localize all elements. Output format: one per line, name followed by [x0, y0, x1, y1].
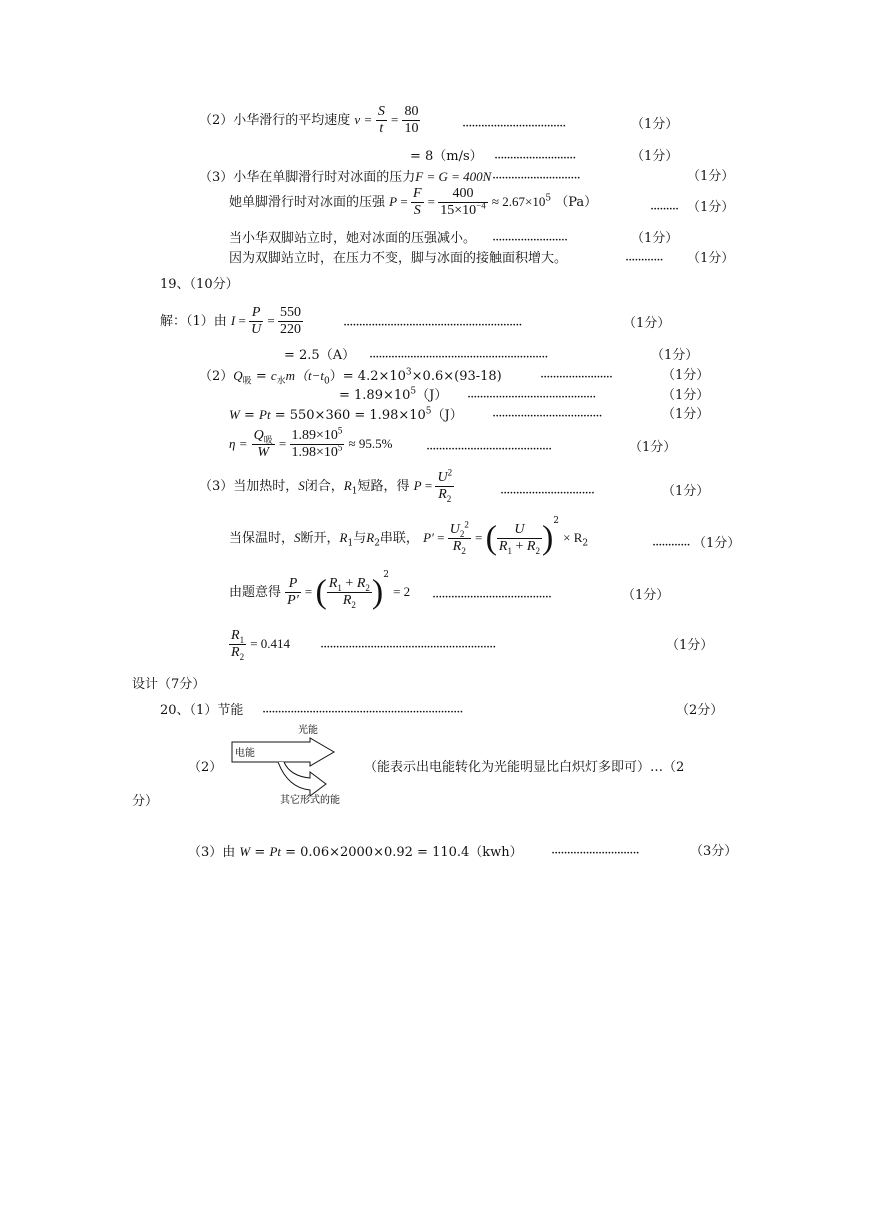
var-r: R: [328, 576, 338, 591]
value: ）= 4.2×10: [329, 369, 406, 384]
right-paren: ): [541, 519, 554, 557]
score: （1分）: [631, 149, 679, 164]
other-label: 其它形式的能: [280, 795, 340, 806]
sub: 2: [459, 528, 465, 539]
var-eta: η =: [229, 436, 248, 451]
dot-leader: ······························: [500, 486, 594, 501]
q19-p1-label: 解：（1）由: [160, 314, 227, 329]
var-m: m: [285, 368, 296, 383]
plus: +: [341, 576, 357, 591]
var-u: U: [437, 470, 448, 485]
q20-p2-wrap: 分）: [132, 794, 159, 809]
var-p: P: [413, 478, 422, 493]
var-r: R: [231, 628, 240, 643]
fraction-550-220: [278, 305, 303, 338]
exp: 5: [425, 406, 432, 417]
var-s: S: [413, 203, 421, 218]
score: （1分）: [631, 231, 679, 246]
var-w: W: [239, 844, 251, 859]
q20-p2-label: （2）: [188, 760, 223, 775]
approx-value: ≈ 2.67×10: [491, 194, 546, 209]
text: 当保温时，: [229, 531, 295, 546]
var-pt: Pt: [259, 407, 271, 422]
energy-flow-diagram: [228, 722, 358, 808]
dot-leader: ········································: [426, 442, 552, 457]
dot-leader: ············: [652, 538, 690, 553]
sub: 2: [446, 493, 452, 504]
var-r: R: [339, 530, 348, 545]
score: （1分）: [687, 169, 735, 184]
num: 1.89×10: [291, 428, 338, 443]
q19-p2a-line: [199, 368, 502, 385]
fraction-r1-over-r2: [229, 628, 246, 661]
eq: =: [239, 408, 260, 423]
eq: =: [255, 369, 271, 384]
fraction-q-over-w: [252, 428, 275, 461]
plus: +: [511, 539, 527, 554]
den-exp: −4: [476, 200, 486, 211]
sub: 1: [239, 634, 245, 645]
dot-leader: ·········································: [467, 390, 596, 405]
result: ≈ 95.5%: [348, 436, 393, 451]
result: = 0.414: [250, 636, 291, 651]
sub: 1: [351, 486, 358, 497]
num-400: 400: [438, 186, 487, 203]
value: = 0.06×2000×0.92 = 110.4（kwh）: [281, 845, 523, 860]
q20-p3-line: [188, 844, 523, 861]
var-r: R: [342, 593, 352, 608]
q18-p3b-text: 她单脚滑行时对冰面的压强: [229, 195, 386, 210]
sub: 2: [239, 651, 245, 662]
den: 1.98×10: [291, 445, 338, 460]
q19-p1-line: 解：（1）由 I = $\frac{P}{U}$ = $\frac{550}{220}$: [160, 305, 301, 337]
num-80: 80: [404, 104, 419, 119]
var-f: F: [412, 186, 422, 201]
eq-sign: =: [390, 112, 399, 127]
score: （1分）: [693, 536, 741, 551]
var-q: Q: [253, 428, 264, 443]
q19-p3c-line: 由题意得 $\frac{P}{P'}$ = ( $\frac{R_1 + R_2}{R_2}$ )$^2$ = 2: [229, 569, 411, 611]
exp: 5: [410, 386, 417, 397]
dot-leader: ································································: [262, 705, 463, 720]
dot-leader: ························································: [320, 640, 496, 655]
sub: 2: [582, 538, 589, 549]
right-paren: ): [371, 573, 384, 611]
var-w: W: [257, 445, 270, 460]
sub: 2: [535, 545, 540, 556]
var-p-prime: P′: [423, 530, 434, 545]
text: 由题意得: [229, 585, 282, 600]
var-r: R: [231, 645, 240, 660]
text: 与: [353, 531, 367, 546]
fraction-p-over-u: [249, 305, 263, 338]
dot-leader: ····························: [492, 171, 580, 186]
dot-leader: ············: [625, 253, 663, 268]
den-220: 220: [279, 322, 301, 337]
q20-p2-note: （能表示出电能转化为光能明显比白炽灯多即可）…（2: [364, 760, 685, 775]
var-q: Q: [233, 368, 243, 383]
q18-p2-label: （2）小华滑行的平均速度: [199, 113, 351, 128]
sub: 1: [337, 582, 342, 593]
left-paren: (: [485, 519, 497, 557]
fraction-values: [290, 425, 345, 461]
sup: 2: [447, 467, 453, 478]
dot-leader: ····························: [551, 846, 639, 861]
text: 断开，: [300, 531, 340, 546]
fraction-u2-r2: [448, 519, 471, 556]
score: （1分）: [662, 484, 710, 499]
score: （3分）: [690, 844, 738, 859]
times-r: × R: [563, 530, 583, 545]
sub: 2: [374, 538, 380, 549]
energy-arrow-branch: [278, 762, 326, 796]
unit: （Pa）: [555, 195, 598, 210]
sub-0: 0: [324, 376, 330, 387]
text: （3）当加热时，: [199, 479, 299, 494]
var-r: R: [498, 539, 508, 554]
left-paren: (: [315, 573, 327, 611]
var-r: R: [343, 478, 352, 493]
value: ×0.6×(93-18): [411, 369, 502, 384]
score: （1分）: [629, 440, 677, 455]
text: 串联，: [379, 531, 419, 546]
var-u: U: [449, 522, 460, 537]
score: （1分）: [631, 117, 679, 132]
q19-header: 19、（10分）: [160, 277, 239, 292]
var-r: R: [526, 539, 536, 554]
fraction-sum-over-r2: [327, 576, 372, 609]
dot-leader: ·························································: [343, 318, 522, 333]
fraction-f-over-s: [411, 186, 424, 219]
var-u: U: [251, 322, 262, 337]
fraction-p-over-pprime: [285, 576, 301, 609]
var-r: R: [366, 530, 375, 545]
light-label: 光能: [298, 725, 318, 736]
sup: 2: [464, 519, 469, 530]
sub: 2: [461, 545, 466, 556]
var-t: （t−t: [295, 368, 325, 383]
q19-p3b-line: 当保温时，S断开，$R_1$与$R_2$串联， P′ = $\frac{U_2^2}{R_2}$ = ( $\frac{U}{R_1 + R_2}$ )$^2 \times R_2$: [229, 515, 589, 557]
score: （1分）: [622, 588, 670, 603]
sub: 2: [365, 582, 370, 593]
den-10: 10: [404, 121, 419, 136]
var-p: P: [249, 305, 263, 322]
value: = 550×360 = 1.98×10: [270, 408, 426, 423]
var-i: I: [230, 313, 236, 328]
var-p: P: [285, 576, 301, 593]
label: （3）由: [188, 845, 236, 860]
var-p-prime: P′: [287, 593, 299, 608]
fraction-80-over-10: [402, 104, 420, 137]
exp: 5: [545, 193, 552, 204]
exp: 5: [337, 425, 343, 436]
score: （1分）: [687, 200, 735, 215]
unit: （J）: [431, 408, 463, 423]
eq-sign: =: [364, 112, 372, 127]
den-mantissa: 15×10: [440, 203, 477, 218]
var-v: v: [354, 112, 361, 127]
text: 短路，得: [357, 479, 410, 494]
dot-leader: ·········: [650, 202, 679, 217]
text: 闭合，: [304, 479, 344, 494]
fraction-s-over-t: [376, 104, 387, 137]
num-550: 550: [279, 305, 301, 320]
sub-water: 水: [276, 376, 286, 387]
var-p: P: [389, 194, 398, 209]
exp: 2: [553, 515, 559, 526]
unit: （J）: [416, 388, 448, 403]
dot-leader: ······································: [432, 590, 552, 605]
q20-p1-text: 20、（1）节能: [160, 703, 244, 718]
score: （1分）: [623, 316, 671, 331]
box-label: 电能: [235, 748, 255, 759]
exp: 2: [383, 569, 389, 580]
dot-leader: ························: [492, 233, 568, 248]
sub: 2: [351, 599, 356, 610]
sub: 1: [507, 545, 512, 556]
var-w: W: [229, 407, 240, 422]
q19-p3d-line: [229, 628, 290, 661]
var-c: c: [270, 368, 277, 383]
q18-p3a-expr: F = G = 400N: [415, 169, 492, 184]
q18-p3b-line: 她单脚滑行时对冰面的压强 P = $\frac{F}{S}$ = $\frac{400}{15\times 10^{-4}}$ ≈ $2.67\times 10^5$ （Pa）: [229, 186, 598, 218]
dot-leader: ·························································: [369, 350, 548, 365]
design-header: 设计（7分）: [132, 677, 206, 692]
q18-p2-line: [199, 104, 420, 137]
score: （1分）: [651, 348, 699, 363]
q19-p2b-line: [339, 388, 447, 404]
fraction-u2-over-r2: [435, 467, 454, 504]
fraction-u-over-sum: [497, 522, 542, 555]
var-r: R: [438, 487, 447, 502]
var-s: S: [298, 478, 305, 493]
q18-p3a-line: [199, 169, 491, 186]
score: （1分）: [662, 388, 710, 403]
q18-p3a-text: （3）小华在单脚滑行时对冰面的压力: [199, 170, 416, 185]
exp: 5: [337, 442, 343, 453]
q19-p2c-line: [229, 407, 463, 424]
score: （1分）: [687, 251, 735, 266]
label: （2）: [199, 369, 234, 384]
eq: =: [250, 845, 270, 860]
fraction-400: [438, 186, 487, 219]
score: （1分）: [662, 407, 710, 422]
dot-leader: ···································: [492, 409, 602, 424]
dot-leader: ·······················: [540, 370, 613, 385]
score: （2分）: [676, 703, 724, 718]
score: （1分）: [666, 638, 714, 653]
var-u: U: [497, 522, 542, 539]
q19-p2d-line: η = $\frac{Q_吸}{W}$ = $\frac{1.89\times 10^5}{1.98\times 10^5}$ ≈ 95.5%: [229, 425, 393, 460]
var-r: R: [356, 576, 366, 591]
q18-p2-result: = 8（m/s）: [410, 149, 483, 164]
exp: 3: [405, 367, 412, 378]
q18-p3c-text: 当小华双脚站立时，她对冰面的压强减小。: [229, 231, 477, 246]
value: = 1.89×10: [339, 388, 411, 403]
den-15e-4: [438, 200, 487, 219]
q19-p1-result: = 2.5（A）: [284, 348, 356, 363]
var-pt: Pt: [269, 844, 281, 859]
var-s: S: [294, 530, 301, 545]
q18-p3d-text: 因为双脚站立时，在压力不变，脚与冰面的接触面积增大。: [229, 251, 568, 266]
sub: 1: [347, 538, 354, 549]
var-r: R: [452, 539, 462, 554]
sub-absorb: 吸: [242, 376, 252, 387]
dot-leader: ··························: [494, 151, 576, 166]
score: （1分）: [662, 368, 710, 383]
q19-p3a-line: （3）当加热时，S闭合，$R_1$短路，得 P = $\frac{U^2}{R_2}$: [199, 467, 453, 504]
eq-2: = 2: [393, 584, 411, 599]
var-t: t: [379, 121, 384, 136]
sub-absorb: 吸: [263, 434, 273, 445]
dot-leader: ·································: [462, 119, 566, 134]
var-s: S: [377, 104, 385, 119]
